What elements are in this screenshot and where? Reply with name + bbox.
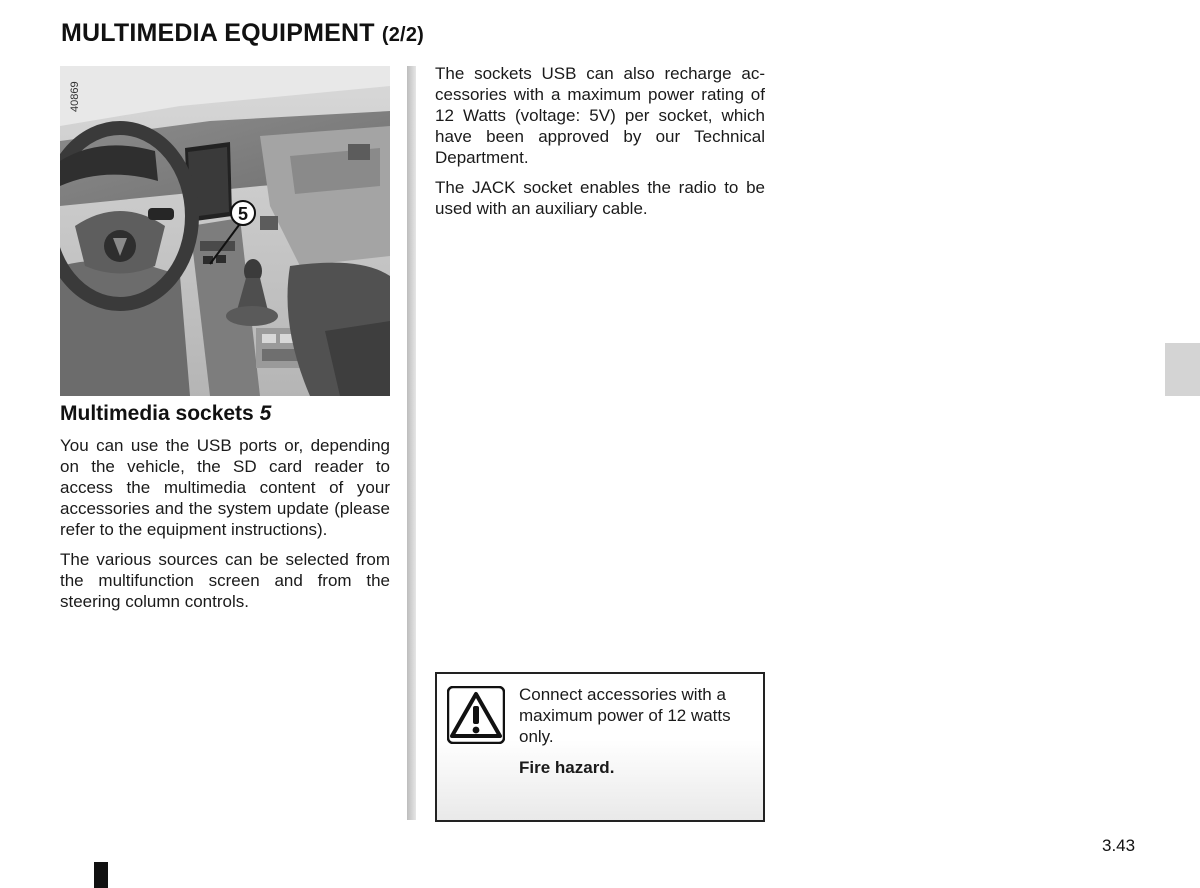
left-column: [60, 435, 390, 612]
dashboard-drawing: [60, 66, 390, 396]
warning-text: Connect accessories with a maximum power of 12 watts only.: [519, 685, 731, 746]
column-divider: [407, 66, 416, 820]
dashboard-illustration: [60, 66, 390, 396]
warning-box: [435, 672, 765, 822]
right-paragraph-1: The sockets USB can also recharge accessories with a maximum power rating of 12 Watts (voltage: 5V) per socket, which have been approved by our Technical Department.: [435, 64, 765, 167]
section-heading: [60, 402, 271, 426]
chapter-tab: [1165, 343, 1200, 396]
figure-reference-code: 40869: [69, 81, 81, 112]
right-column: [435, 63, 765, 219]
warning-triangle-icon: [447, 686, 505, 744]
page-title-part: (2/2): [381, 24, 424, 46]
section-heading-text: Multimedia sockets: [60, 402, 254, 425]
page-title-main: MULTIMEDIA EQUIPMENT: [61, 19, 375, 47]
page-title: [61, 19, 424, 48]
warning-emphasis: Fire hazard.: [519, 758, 615, 777]
left-paragraph-2: The various sources can be selected from the multifunction screen and from the steering column controls.: [60, 550, 390, 611]
section-heading-ref: 5: [259, 402, 272, 425]
crop-mark: [94, 862, 108, 888]
left-paragraph-1: You can use the USB ports or, depending on the vehicle, the SD card reader to access the multimedia content of your accessories and the system update (please refer to the equipment instructions).: [60, 436, 390, 539]
page-number: 3.43: [1102, 836, 1136, 855]
right-paragraph-2: The JACK socket enables the radio to be used with an auxiliary cable.: [435, 178, 765, 218]
callout-number: 5: [237, 204, 249, 224]
